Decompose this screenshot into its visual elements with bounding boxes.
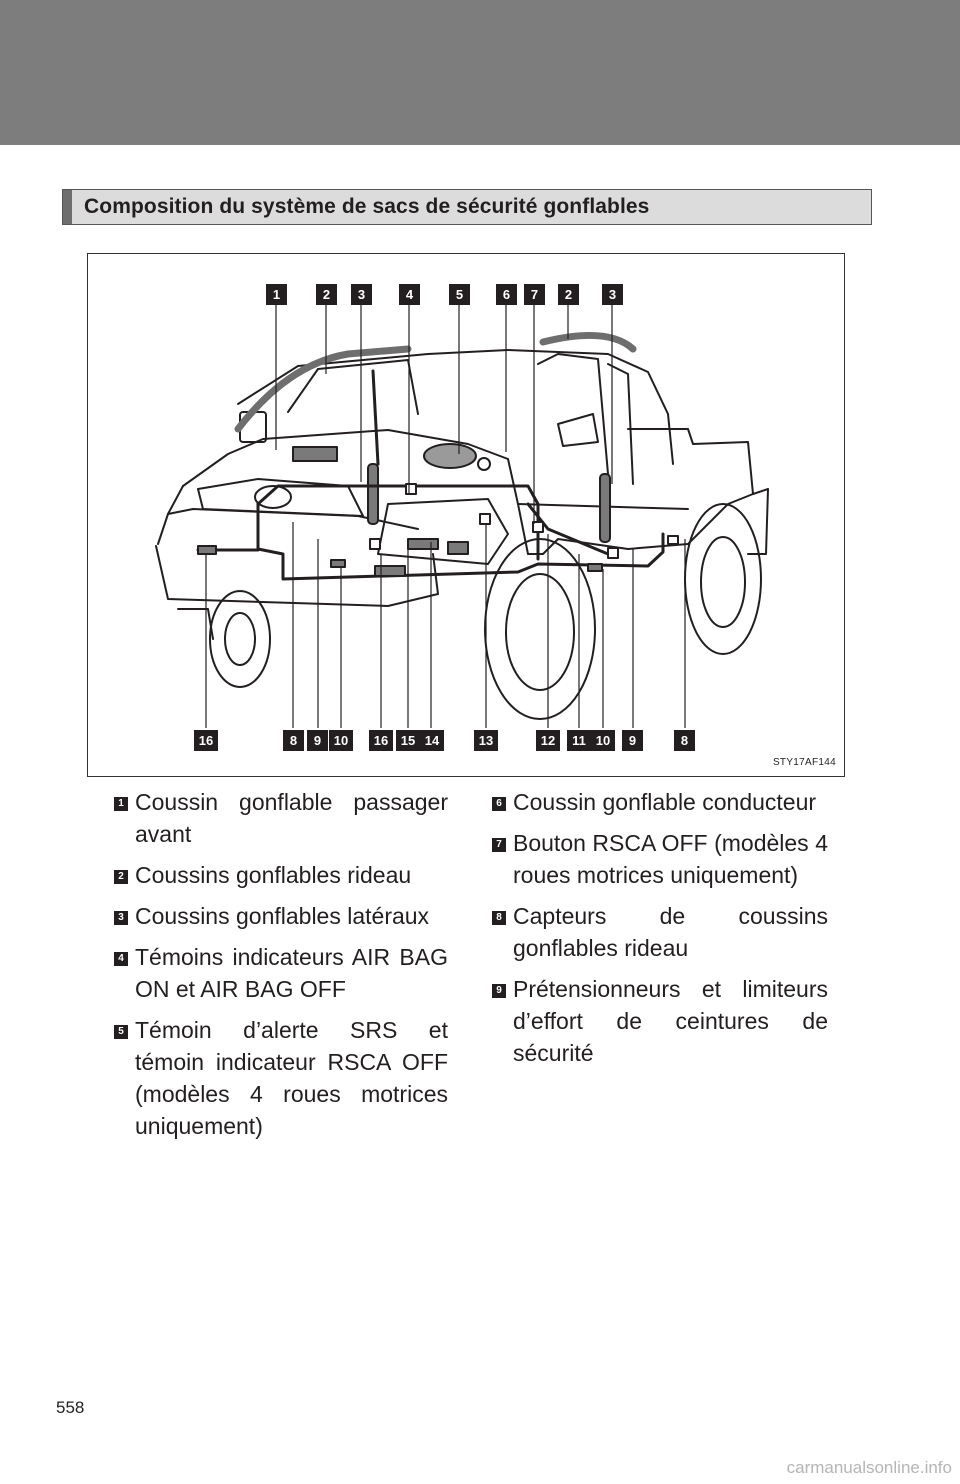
bottom-label: 9 xyxy=(622,730,643,751)
bottom-label: 10 xyxy=(329,730,353,751)
bottom-label: 14 xyxy=(420,730,444,751)
legend-item xyxy=(492,827,828,891)
truck-illustration xyxy=(88,254,846,778)
bottom-label: 16 xyxy=(194,730,218,751)
legend-right-column xyxy=(492,786,828,1078)
legend-item xyxy=(492,973,828,1069)
legend-text: Coussin gonflable conducteur xyxy=(513,789,817,815)
top-label: 3 xyxy=(602,284,623,305)
legend-text: Coussin gonflable passager avant xyxy=(135,789,448,847)
legend-item xyxy=(114,786,448,850)
watermark: carmanualsonline.info xyxy=(786,1458,952,1477)
section-marker xyxy=(63,190,72,224)
header-band xyxy=(0,0,960,145)
top-label: 6 xyxy=(496,284,517,305)
bottom-label: 11 xyxy=(567,730,591,751)
legend-number: 7 xyxy=(492,838,506,852)
top-label: 2 xyxy=(316,284,337,305)
top-label: 3 xyxy=(351,284,372,305)
legend-number: 2 xyxy=(114,870,128,884)
legend-text: Bouton RSCA OFF (modèles 4 roues motrices uniquement) xyxy=(513,830,828,888)
legend-number: 3 xyxy=(114,911,128,925)
legend-number: 6 xyxy=(492,797,506,811)
legend-text: Témoins indicateurs AIR BAG ON et AIR BAG OFF xyxy=(135,944,448,1002)
page-number: 558 xyxy=(56,1398,85,1417)
legend-number: 1 xyxy=(114,797,128,811)
legend-item xyxy=(114,859,448,891)
legend-text: Coussins gonflables rideau xyxy=(135,862,412,888)
legend-number: 4 xyxy=(114,952,128,966)
top-label: 5 xyxy=(449,284,470,305)
legend-item xyxy=(114,900,448,932)
legend-number: 9 xyxy=(492,984,506,998)
legend-number: 5 xyxy=(114,1025,128,1039)
bottom-label: 15 xyxy=(396,730,420,751)
legend-text: Prétensionneurs et limiteurs d’effort de ceintures de sécurité xyxy=(513,976,828,1066)
bottom-label: 13 xyxy=(474,730,498,751)
legend-item xyxy=(114,941,448,1005)
figure-code: STY17AF144 xyxy=(772,757,836,768)
legend-left-column xyxy=(114,786,448,1151)
section-header xyxy=(62,189,872,225)
bottom-label: 12 xyxy=(536,730,560,751)
section-title: Composition du système de sacs de sécurité gonflables xyxy=(84,195,650,218)
legend-text: Témoin d’alerte SRS et témoin indicateur RSCA OFF (modèles 4 roues motrices uniquement) xyxy=(135,1017,448,1139)
bottom-label: 8 xyxy=(283,730,304,751)
bottom-label: 10 xyxy=(591,730,615,751)
legend-text: Coussins gonflables latéraux xyxy=(135,903,430,929)
legend-number: 8 xyxy=(492,911,506,925)
bottom-label: 16 xyxy=(369,730,393,751)
airbag-diagram xyxy=(87,253,845,777)
bottom-label: 8 xyxy=(674,730,695,751)
legend-item xyxy=(492,900,828,964)
top-label: 4 xyxy=(399,284,420,305)
top-label: 1 xyxy=(266,284,287,305)
bottom-label: 9 xyxy=(307,730,328,751)
legend-item xyxy=(114,1014,448,1142)
top-label: 2 xyxy=(558,284,579,305)
legend-item xyxy=(492,786,828,818)
top-label: 7 xyxy=(524,284,545,305)
legend-text: Capteurs de coussins gonflables rideau xyxy=(513,903,828,961)
